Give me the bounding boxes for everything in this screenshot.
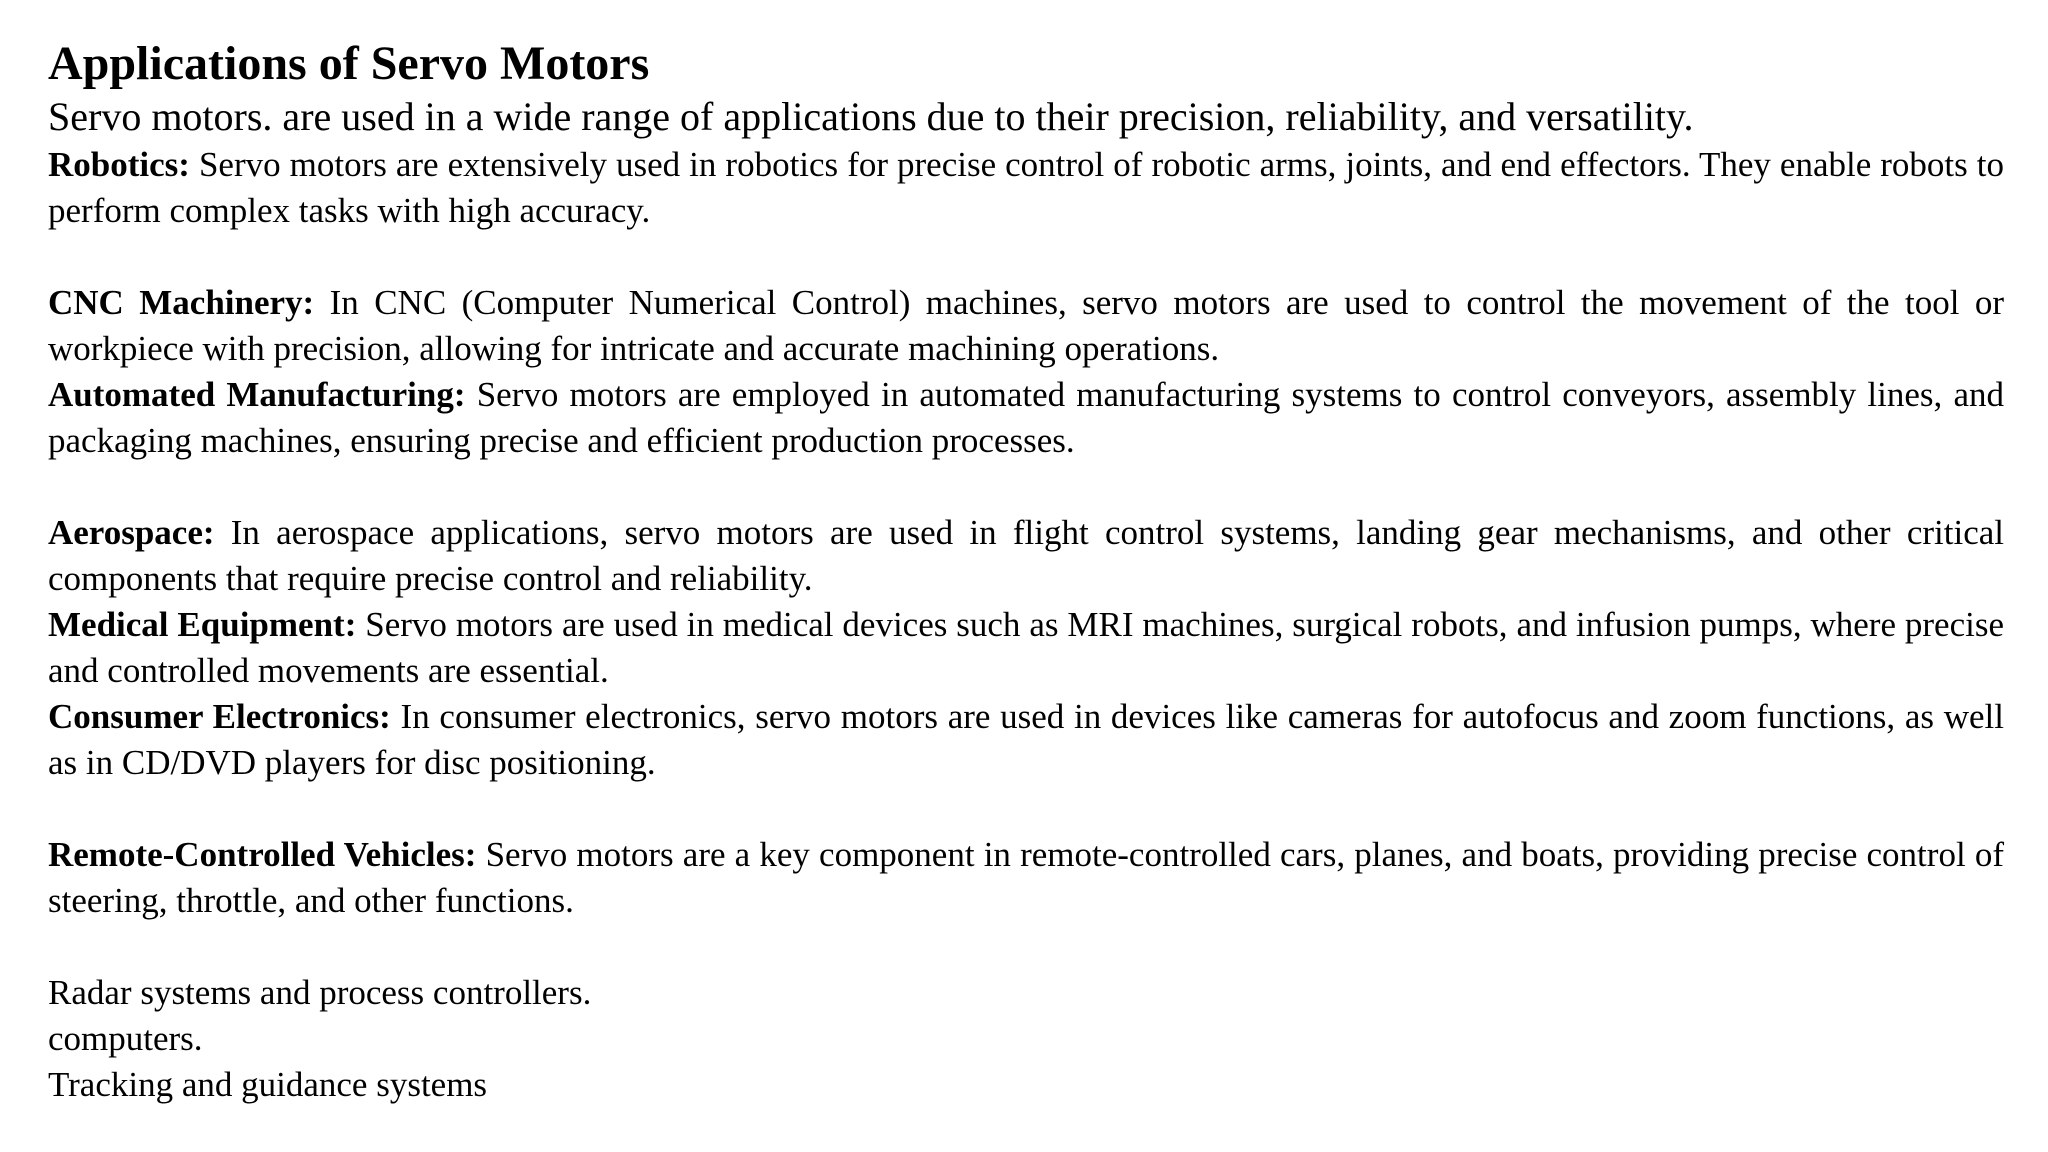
application-term: Aerospace: [48,513,215,552]
application-remote-controlled-vehicles [48,832,2004,924]
application-text: Servo motors are extensively used in robotics for precise control of robotic arms, joints, and end effectors. They enable robots to perform complex tasks with high accuracy. [48,145,2004,230]
application-consumer-electronics [48,694,2004,786]
application-term: Consumer Electronics: [48,697,391,736]
application-medical-equipment [48,602,2004,694]
application-term: Medical Equipment: [48,605,357,644]
extra-line-tracking: Tracking and guidance systems [48,1065,488,1104]
application-aerospace [48,510,2004,602]
application-text: Servo motors are employed in automated manufacturing systems to control conveyors, assembly lines, and packaging machines, ensuring precise and efficient production processes. [48,375,2004,460]
paragraph-gap [48,924,2004,970]
application-text: In aerospace applications, servo motors are used in flight control systems, landing gear mechanisms, and other critical components that require precise control and reliability. [48,513,2004,598]
application-text: In consumer electronics, servo motors are used in devices like cameras for autofocus and zoom functions, as well as in CD/DVD players for disc positioning. [48,697,2004,782]
application-cnc-machinery [48,280,2004,372]
application-term: Automated Manufacturing: [48,375,466,414]
paragraph-gap [48,234,2004,280]
application-term: Robotics: [48,145,190,184]
page-title: Applications of Servo Motors [48,37,650,90]
extra-line-radar: Radar systems and process controllers. [48,973,592,1012]
document-page [48,36,2004,1108]
application-text: In CNC (Computer Numerical Control) machines, servo motors are used to control the movement of the tool or workpiece with precision, allowing for intricate and accurate machining operations. [48,283,2004,368]
paragraph-gap [48,464,2004,510]
extra-line-computers: computers. [48,1019,203,1058]
intro-paragraph: Servo motors. are used in a wide range of applications due to their precision, reliability, and versatility. [48,94,1694,139]
application-text: Servo motors are used in medical devices such as MRI machines, surgical robots, and infusion pumps, where precise and controlled movements are essential. [48,605,2004,690]
paragraph-gap [48,786,2004,832]
application-term: CNC Machinery: [48,283,315,322]
application-text: Servo motors are a key component in remote-controlled cars, planes, and boats, providing precise control of steering, throttle, and other functions. [48,835,2004,920]
application-term: Remote-Controlled Vehicles: [48,835,477,874]
application-robotics [48,142,2004,234]
application-automated-manufacturing [48,372,2004,464]
